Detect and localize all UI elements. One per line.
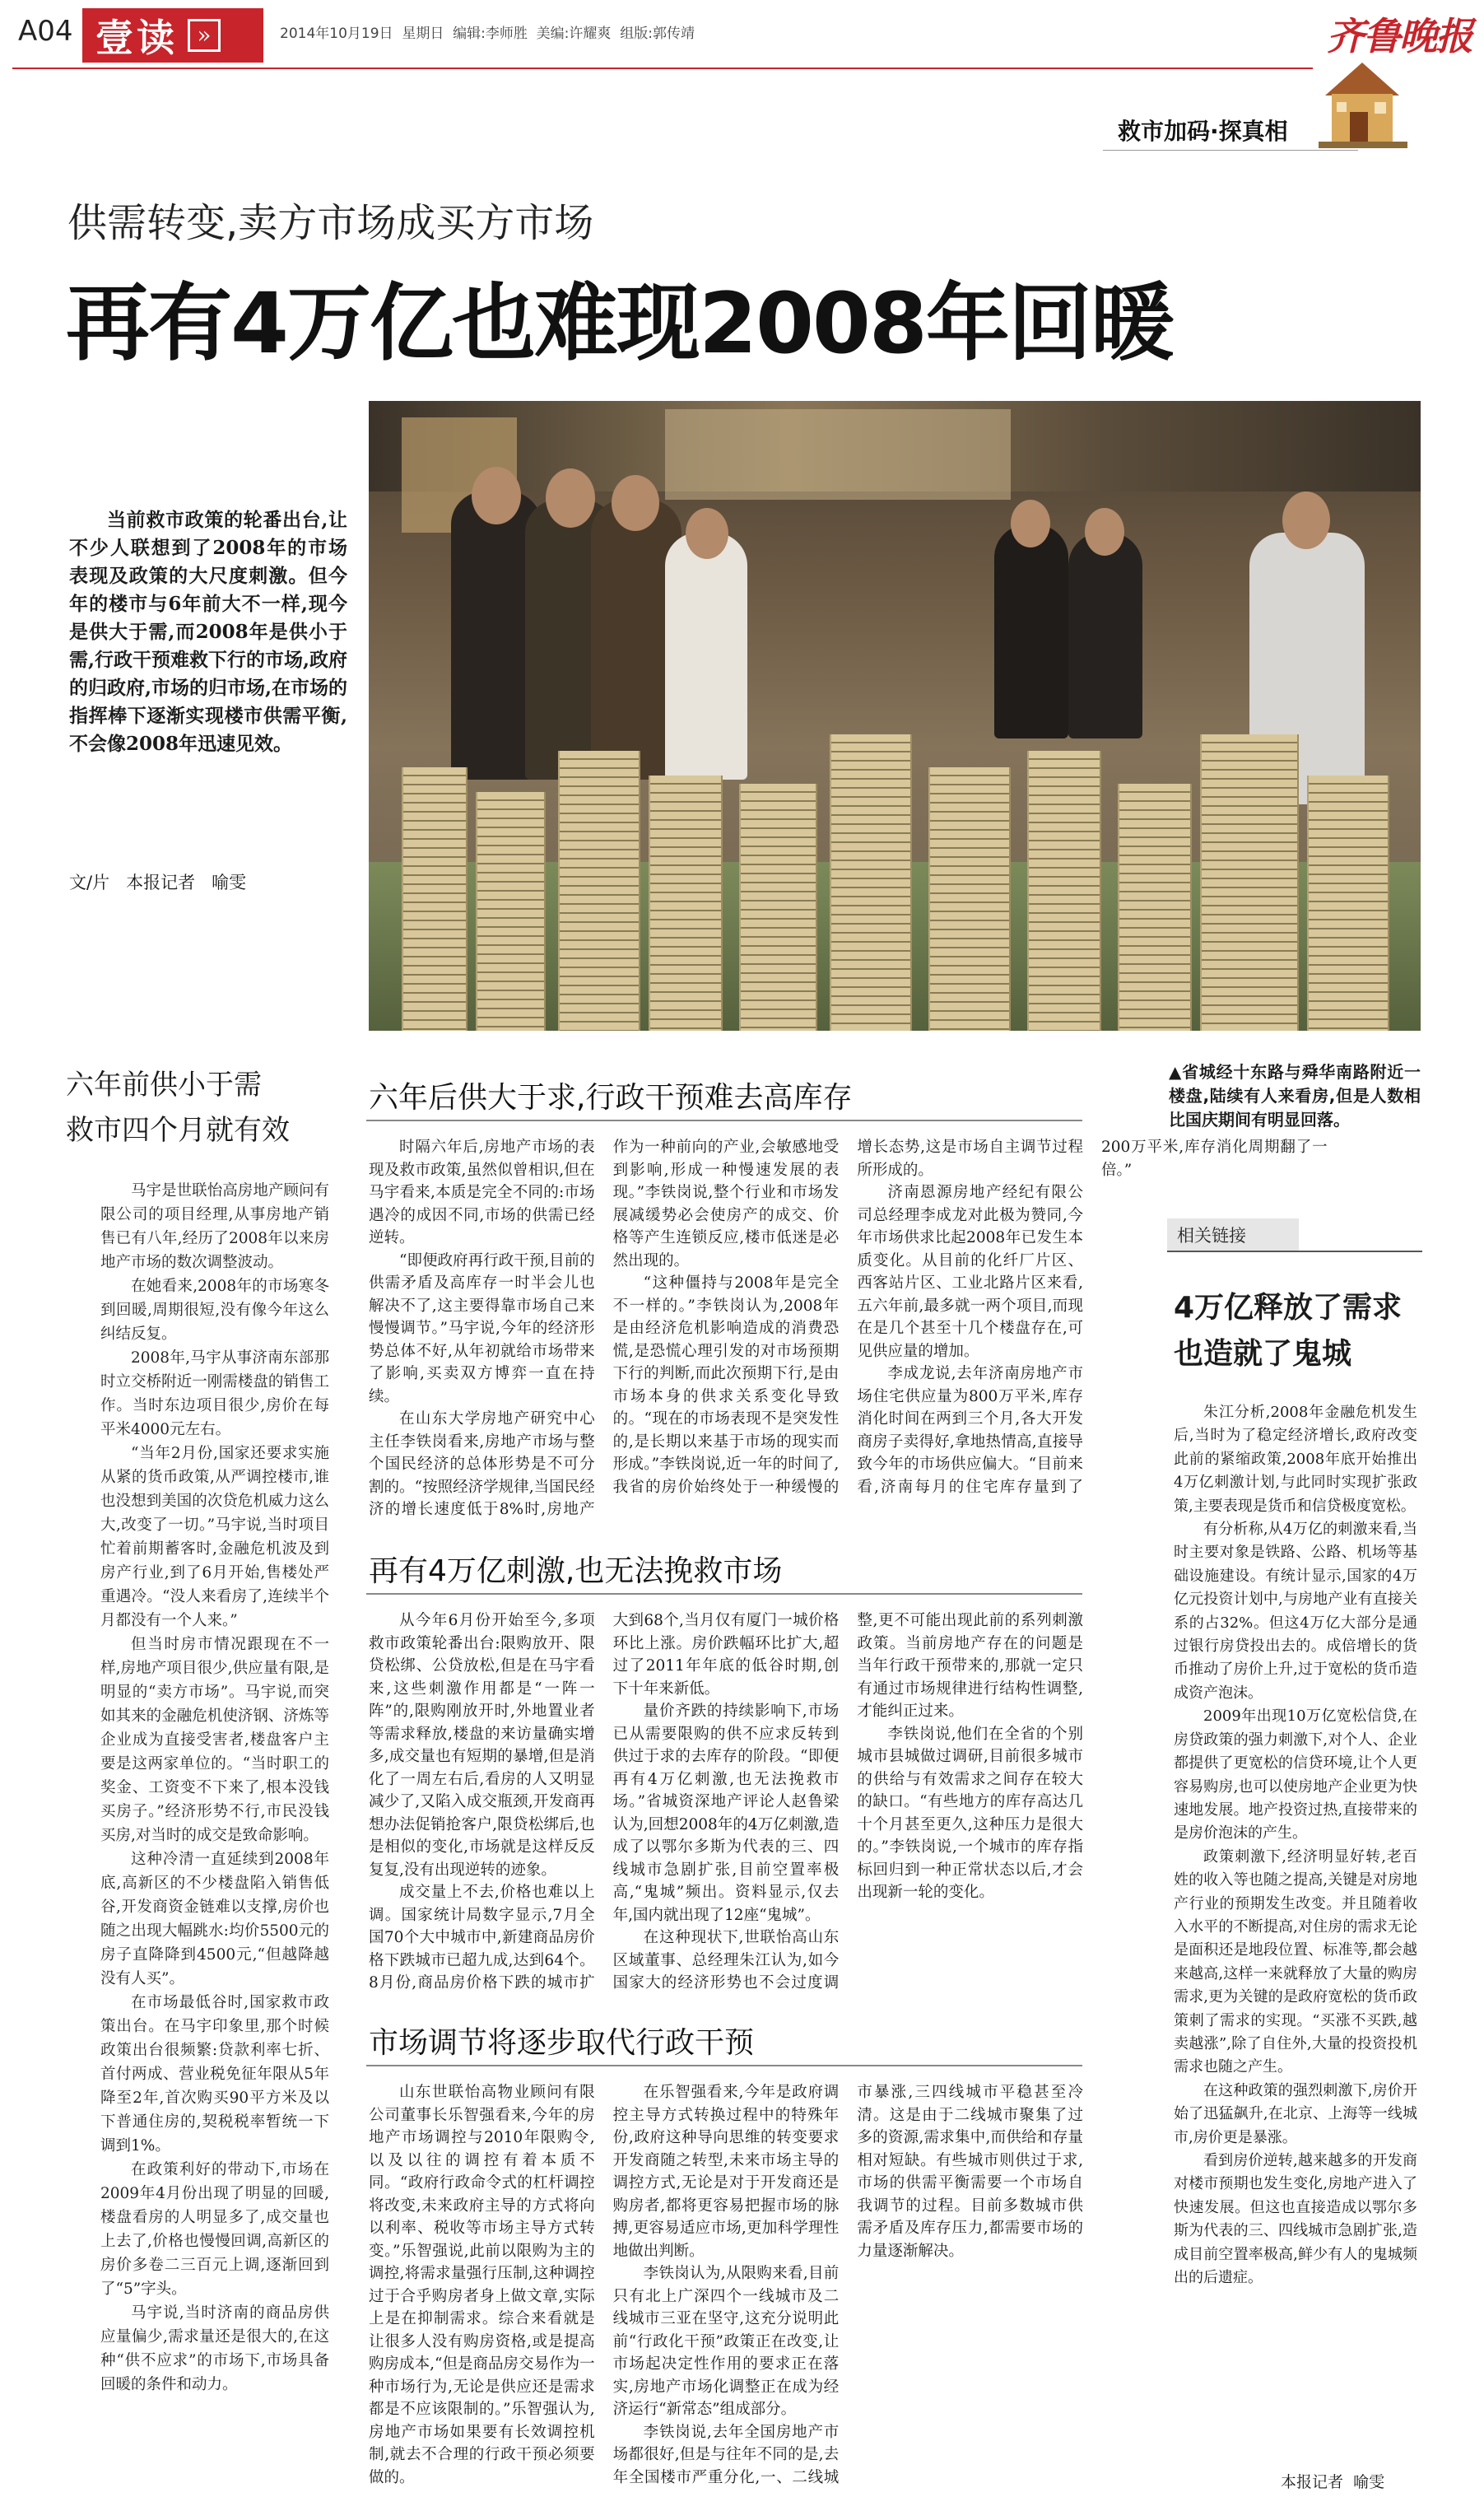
left-section-title-1: 六年前供小于需 — [66, 1069, 262, 1102]
photo-caption: ▲省城经十东路与舜华南路附近一楼盘,陆续有人来看房,但是人数相比国庆期间有明显回落。 — [1169, 1062, 1421, 1130]
paragraph: 李成龙说,去年济南房地产市场住宅供应量为800万平米,库存消化时间在两到三个月,各大开发商房子卖得好,拿地热情高,直接导致今年的市场供应偏大。“目前来看,济南每月的住宅库存量到了200万平米,库存消化周期翻了一倍。” — [857, 1139, 1328, 1496]
issue-info: 2014年10月19日 星期日 编辑:李师胜 美编:许耀爽 组版:郭传靖 — [280, 26, 695, 42]
paragraph: 在山东大学房地产研究中心主任李铁岗看来,房地产市场与整个国民经济的总体形势是不可分割的。“按照经济学规律,当国民经济的增长速度低于8%时,房地产作为一种前向的产业,会敏感地受到影响,形成一种慢速发展的表现。”李铁岗说,整个行业和市场发展减缓势必会使房产的成交、价格等产生连锁反应,楼市低迷是必然出现的。 — [369, 1139, 840, 1518]
paragraph: 马宇说,当时济南的商品房供应量偏少,需求量还是很大的,在这种“供不应求”的市场下,市场具备回暖的条件和动力。 — [100, 2304, 329, 2393]
section-b-rule — [366, 1593, 1082, 1595]
section-badge — [82, 8, 263, 63]
main-headline: 再有4万亿也难现2008年回暖 — [66, 275, 1173, 373]
paragraph: 2008年,马宇从事济南东部那时立交桥附近一刚需楼盘的销售工作。当时东边项目很少,房价在每平米4000元左右。 — [100, 1349, 329, 1438]
paragraph: 时隔六年后,房地产市场的表现及救市政策,虽然似曾相识,但在马宇看来,本质是完全不同的:市场遇冷的成因不同,市场的供需已经逆转。 — [369, 1139, 595, 1246]
left-section-title-2: 救市四个月就有效 — [66, 1114, 290, 1147]
paragraph: 在乐智强看来,今年是政府调控主导方式转换过程中的特殊年份,政府这种导向思维的转变要求开发商随之转型,未来市场主导的调控方式,无论是对于开发商还是购房者,都将更容易把握市场的脉搏,更容易适应市场,更加科学理性地做出判断。 — [612, 2084, 840, 2260]
paragraph: 朱江分析,2008年金融危机发生后,当时为了稳定经济增长,政府改变此前的紧缩政策,2008年底开始推出4万亿刺激计划,与此同时实现扩张政策,主要表现是货币和信贷极度宽松。 — [1174, 1404, 1417, 1515]
column-rule — [1103, 150, 1358, 151]
sidebar-body — [1174, 1401, 1417, 2463]
paragraph: “即便政府再行政干预,目前的供需矛盾及高库存一时半会儿也解决不了,这主要得靠市场自己来慢慢调节。”马宇说,今年的经济形势总体不好,从年初就给市场带来了影响,买卖双方博弈一直在持续。 — [369, 1251, 595, 1405]
section-c-rule — [366, 2065, 1082, 2066]
paragraph: “当年2月份,国家还要求实施从紧的货币政策,从严调控楼市,谁也没想到美国的次贷危机威力这么大,改变了一切。”马宇说,当时项目忙着前期蓄客时,金融危机波及到房产行业,到了6月开始,售楼处严重遇冷。“没人来看房了,连续半个月都没有一个人来。” — [100, 1445, 329, 1629]
paragraph: 有分析称,从4万亿的刺激来看,当时主要对象是铁路、公路、机场等基础设施建设。有统计显示,国家的4万亿元投资计划中,与房地产业有直接关系的占32%。但这4万亿大部分是通过银行房贷投出去的。成倍增长的货币推动了房价上升,过于宽松的货币造成资产泡沫。 — [1174, 1521, 1417, 1702]
newspaper-logo: 齐鲁晚报 — [1327, 14, 1472, 58]
sales-office-photo — [369, 401, 1421, 1031]
section-c-title: 市场调节将逐步取代行政干预 — [369, 2026, 755, 2060]
paragraph: 政策刺激下,经济明显好转,老百姓的收入等也随之提高,关键是对房地产行业的预期发生改变。并且随着收入水平的不断提高,对住房的需求无论是面积还是地段位置、标准等,都会越来越高,这样一来就释放了大量的购房需求,更为关键的是政府宽松的货币政策刺了需求的实现。“买涨不买跌,越卖越涨”,除了自住外,大量的投资投机需求也随之产生。 — [1174, 1847, 1417, 2076]
section-a-rule — [366, 1120, 1082, 1121]
sidebar-rule-top — [1167, 1251, 1422, 1252]
house-icon — [1309, 54, 1416, 153]
chevron-right-icon: » — [188, 19, 221, 52]
paragraph: 李铁岗说,他们在全省的个别城市县城做过调研,目前很多城市的供给与有效需求之间存在较大的缺口。“有些地方的库存高达几十个月甚至更久,这种压力是很大的。”李铁岗说,一个城市的库存指标回归到一种正常状态以后,才会出现新一轮的变化。 — [857, 1725, 1083, 1901]
column-title: 救市加码·探真相 — [1118, 118, 1288, 145]
kicker-headline: 供需转变,卖方市场成买方市场 — [67, 200, 594, 246]
page-number: A04 — [18, 15, 73, 48]
paragraph: 在市场最低谷时,国家救市政策出台。在马宇印象里,那个时候政策出台很频繁:贷款利率七折、首付两成、营业税免征年限从5年降至2年,首次购买90平方米及以下普通住房的,契税税率暂统一下调到1%。 — [100, 1994, 329, 2155]
paragraph: “这种僵持与2008年是完全不一样的。”李铁岗认为,2008年是由经济危机影响造成的消费恐慌,是恐慌心理引发的对市场预期下行的判断,而此次预期下行,是由市场本身的供求关系变化导致的。“现在的市场表现不是突发性的,是长期以来基于市场的现实而形成。”李铁岗说,近一年的时间了,我省的房价始终处于一种缓慢的增长态势,这是市场自主调节过程所形成的。 — [612, 1139, 1083, 1496]
section-name: 壹读 — [95, 16, 178, 60]
paragraph: 在她看来,2008年的市场寒冬到回暖,周期很短,没有像今年这么纠结反复。 — [100, 1278, 329, 1343]
section-b-title: 再有4万亿刺激,也无法挽救市场 — [369, 1554, 783, 1588]
paragraph: 看到房价逆转,越来越多的开发商对楼市预期也发生变化,房地产进入了快速发展。但这也直接造成以鄂尔多斯为代表的三、四线城市急剧扩张,造成目前空置率极高,鲜少有人的鬼城频出的后遗症。 — [1174, 2152, 1417, 2287]
paragraph: 李铁岗说,去年全国房地产市场都很好,但是与往年不同的是,去年全国楼市严重分化,一、二线城市暴涨,三四线城市平稳甚至冷清。这是由于二线城市聚集了过多的资源,需求集中,而供给和存量相对短缺。有些城市则供过于求,市场的供需平衡需要一个市场自我调节的过程。目前多数城市供需矛盾及库存压力,都需要市场的力量逐渐解决。 — [612, 2084, 1083, 2486]
section-b-body — [369, 1610, 1083, 2005]
paragraph: 在这种政策的强烈刺激下,房价开始了迅猛飙升,在北京、上海等一线城市,房价更是暴涨。 — [1174, 2081, 1417, 2146]
left-section-body — [100, 1179, 329, 2496]
paragraph: 山东世联怡高物业顾问有限公司董事长乐智强看来,今年的房地产市场调控与2010年限购令,以及以往的调控有着本质不同。“政府行政命令式的杠杆调控将改变,未来政府主导的方式将向以利率、税收等市场主导方式转变。”乐智强说,此前以限购为主的调控,将需求量强行压制,这种调控过于合乎购房者身上做文章,实际上是在抑制需求。综合来看就是让很多人没有购房资格,或是提高购房成本,“但是商品房交易作为一种市场行为,无论是供应还是需求都是不应该限制的。”乐智强认为,房地产市场如果要有长效调控机制,就去不合理的行政干预必须要做的。 — [369, 2084, 595, 2486]
paragraph: 从今年6月份开始至今,多项救市政策轮番出台:限购放开、限贷松绑、公贷放松,但是在马宇看来,这些刺激作用都是“一阵一阵”的,限购刚放开时,外地置业者等需求释放,楼盘的来访量确实增多,成交量也有短期的暴增,但是消化了一周左右后,看房的人又明显减少了,又陷入成交瓶颈,开发商再想办法促销抢客户,限贷松绑后,也是相似的变化,市场就是这样反反复复,没有出现逆转的迹象。 — [369, 1612, 595, 1879]
sidebar-title-1: 4万亿释放了需求 — [1174, 1291, 1403, 1325]
paragraph: 济南恩源房地产经纪有限公司总经理李成龙对此极为赞同,今年市场供求比起2008年已发生本质变化。从目前的化纤厂片区、西客站片区、工业北路片区来看,五六年前,最多就一两个项目,而现在是几个甚至十几个楼盘存在,可见供应量的增加。 — [857, 1184, 1083, 1360]
section-c-body — [369, 2081, 1083, 2497]
paragraph: 这种冷清一直延续到2008年底,高新区的不少楼盘陷入销售低谷,开发商资金链难以支撑,房价也随之出现大幅跳水:均价5500元的房子直降降到4500元,“但越降越没有人买”。 — [100, 1851, 329, 1987]
paragraph: 但当时房市情况跟现在不一样,房地产项目很少,供应量有限,是明显的“卖方市场”。马宇说,而突如其来的金融危机使济钢、济炼等企业成为直接受害者,楼盘客户主要是这两家单位的。“当时职工的奖金、工资变不下来了,根本没钱买房子。”经济形势不行,市民没钱买房,对当时的成交是致命影响。 — [100, 1636, 329, 1844]
sidebar-byline: 本报记者 喻雯 — [1281, 2473, 1385, 2491]
sidebar-tag-label: 相关链接 — [1177, 1226, 1246, 1246]
paragraph: 2009年出现10万亿宽松信贷,在房贷政策的强力刺激下,对个人、企业都提供了更宽松的信贷环境,让个人更容易购房,也可以使房地产企业更为快速地发展。地产投资过热,直接带来的是房价泡沫的产生。 — [1174, 1707, 1417, 1842]
paragraph: 马宇是世联怡高房地产顾问有限公司的项目经理,从事房地产销售已有八年,经历了2008年以来房地产市场的数次调整波动。 — [100, 1182, 329, 1271]
paragraph: 成交量上不去,价格也难以上调。国家统计局数字显示,7月全国70个大中城市中,新建商品房价格下跌城市已超九成,达到64个。8月份,商品房价格下跌的城市扩大到68个,当月仅有厦门一城价格环比上涨。房价跌幅环比扩大,超过了2011年年底的低谷时期,创下十年来新低。 — [369, 1612, 840, 1992]
paragraph: 李铁岗认为,从限购来看,目前只有北上广深四个一线城市及二线城市三亚在坚守,这充分说明此前“行政化干预”政策正在改变,让市场起决定性作用的要求正在落实,房地产市场化调整正在成为经济运行“新常态”组成部分。 — [612, 2265, 840, 2418]
lead-byline: 文/片 本报记者 喻雯 — [69, 873, 247, 892]
paragraph: 在这种现状下,世联怡高山东区域董事、总经理朱江认为,如今国家大的经济形势也不会过度调整,更不可能出现此前的系列刺激政策。当前房地产存在的问题是当年行政干预带来的,那就一定只有通过市场规律进行结构性调整,才能纠正过来。 — [612, 1612, 1083, 1992]
sidebar-tag — [1167, 1218, 1299, 1251]
paragraph: 量价齐跌的持续影响下,市场已从需要限购的供不应求反转到供过于求的去库存的阶段。“即便再有4万亿刺激,也无法挽救市场。”省城资深地产评论人赵鲁梁认为,回想2008年的4万亿刺激,造成了以鄂尔多斯为代表的三、四线城市急剧扩张,目前空置率极高,“鬼城”频出。资料显示,仅去年,国内就出现了12座“鬼城”。 — [612, 1703, 840, 1924]
masthead-rule — [12, 68, 1313, 69]
sidebar-title-2: 也造就了鬼城 — [1174, 1337, 1352, 1371]
paragraph: 在政策利好的带动下,市场在2009年4月份出现了明显的回暖,楼盘看房的人明显多了,成交量也上去了,价格也慢慢回调,高新区的房价多卷二三百元上调,逐渐回到了“5”字头。 — [100, 2161, 329, 2298]
section-a-title: 六年后供大于求,行政干预难去高库存 — [369, 1081, 853, 1115]
lead-paragraph: 当前救市政策的轮番出台,让不少人联想到了2008年的市场表现及政策的大尺度刺激。但今年的楼市与6年前大不一样,现今是供大于需,而2008年是供小于需,行政干预难救下行的市场,政府的归政府,市场的归市场,在市场的指挥棒下逐渐实现楼市供需平衡,不会像2008年迅速见效。 — [69, 509, 348, 755]
